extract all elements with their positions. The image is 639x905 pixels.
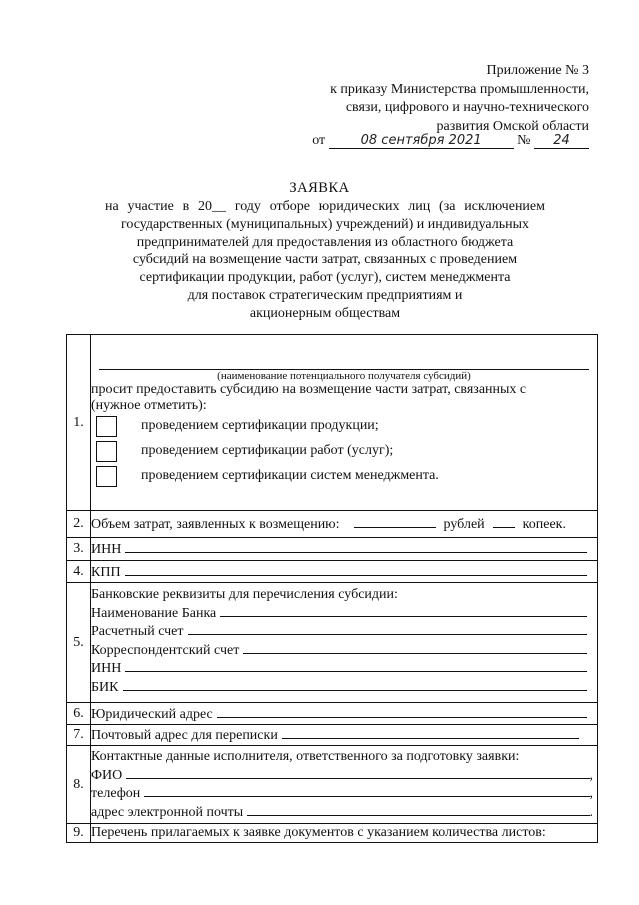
number-label: №: [517, 133, 531, 148]
row-number: 6.: [67, 703, 91, 725]
row-number: 9.: [67, 824, 91, 843]
request-text: просит предоставить субсидию на возмещение части затрат, связанных с: [91, 381, 527, 397]
account-field[interactable]: [188, 622, 587, 635]
order-date-number: [289, 133, 589, 149]
appendix-ministry-line: связи, цифрового и научно-технического: [345, 100, 589, 115]
table-row: [67, 511, 598, 538]
handwritten-number: 24: [534, 133, 589, 149]
legal-address-field[interactable]: [217, 705, 587, 718]
kopecks-field[interactable]: [493, 515, 515, 528]
handwritten-date: 08 сентября 2021: [329, 133, 514, 149]
request-note: (нужное отметить):: [91, 397, 207, 413]
row-number: 8.: [67, 746, 91, 824]
email-label: адрес электронной почты: [91, 804, 244, 820]
option-label: проведением сертификации продукции;: [141, 418, 379, 433]
costs-label: Объем затрат, заявленных к возмещению:: [91, 517, 340, 532]
email-dot: .: [589, 804, 593, 820]
option-label: проведением сертификации систем менеджмента.: [141, 468, 439, 483]
rubles-label: рублей: [443, 517, 485, 532]
corr-account-field[interactable]: [243, 641, 587, 654]
subtitle-line: для поставок стратегическим предприятиям и: [187, 287, 463, 303]
table-row: [67, 561, 598, 583]
email-field[interactable]: [247, 803, 589, 816]
table-row: [67, 335, 598, 511]
bank-name-field[interactable]: [220, 604, 587, 617]
fio-field[interactable]: [126, 766, 589, 779]
subtitle-line: субсидий на возмещение части затрат, связанных с проведением: [132, 252, 518, 268]
row-number: 4.: [67, 561, 91, 583]
account-label: Расчетный счет: [91, 624, 184, 639]
option-row: [96, 464, 597, 489]
bik-field[interactable]: [123, 678, 588, 691]
row-number: 7.: [67, 725, 91, 746]
application-form-table: [66, 334, 598, 843]
phone-label: телефон: [91, 786, 141, 801]
contact-header: Контактные данные исполнителя, ответственного за подготовку заявки:: [91, 749, 520, 764]
inn-field[interactable]: [125, 540, 587, 553]
option-label: проведением сертификации работ (услуг);: [141, 443, 394, 458]
subtitle-line: предпринимателей для предоставления из областного бюджета: [136, 234, 514, 250]
checkbox-works-certification[interactable]: [96, 441, 117, 462]
attachments-label: Перечень прилагаемых к заявке документов с указанием количества листов:: [91, 824, 598, 843]
corr-account-label: Корреспондентский счет: [91, 642, 240, 658]
appendix-header: [289, 62, 589, 136]
bank-inn-label: ИНН: [91, 661, 122, 676]
bik-label: БИК: [91, 679, 119, 695]
row-number: 2.: [67, 511, 91, 538]
kopecks-label: копеек.: [522, 517, 566, 532]
option-row: [96, 439, 597, 464]
subtitle-line: акционерным обществам: [249, 305, 401, 321]
table-row: [67, 538, 598, 561]
fio-label: ФИО: [91, 767, 123, 783]
postal-address-label: Почтовый адрес для переписки: [91, 728, 278, 743]
applicant-name-caption: (наименование потенциального получателя субсидий): [217, 369, 471, 382]
legal-address-label: Юридический адрес: [91, 706, 213, 722]
table-row: [67, 746, 598, 824]
phone-field[interactable]: [144, 784, 589, 797]
bank-inn-field[interactable]: [125, 659, 587, 672]
postal-address-field[interactable]: [282, 726, 579, 739]
checkbox-product-certification[interactable]: [96, 416, 117, 437]
subtitle-line: сертификации продукции, работ (услуг), систем менеджмента: [139, 270, 511, 286]
row-number: 1.: [67, 335, 91, 511]
phone-comma: ,: [589, 786, 593, 801]
subtitle-line: государственных (муниципальных) учреждений) и индивидуальных: [120, 216, 530, 232]
subtitle-line: на участие в 20__ году отборе юридических лиц (за исключением: [105, 199, 545, 214]
row-number: 5.: [67, 583, 91, 703]
kpp-label: КПП: [91, 564, 121, 580]
inn-label: ИНН: [91, 542, 122, 557]
from-label: от: [312, 133, 326, 148]
bank-name-label: Наименование Банка: [91, 605, 217, 621]
document-title: ЗАЯВКА: [289, 180, 350, 196]
checkbox-management-certification[interactable]: [96, 466, 117, 487]
appendix-number: Приложение № 3: [486, 63, 589, 78]
applicant-name-field[interactable]: [99, 355, 589, 370]
table-row: [67, 703, 598, 725]
kpp-field[interactable]: [125, 563, 587, 576]
table-row: [67, 725, 598, 746]
appendix-region-line: развития Омской области: [436, 118, 589, 134]
document-subtitle: [105, 198, 545, 323]
appendix-order-line: к приказу Министерства промышленности,: [330, 81, 589, 97]
table-row: [67, 824, 598, 843]
bank-details-header: Банковские реквизиты для перечисления субсидии:: [91, 587, 398, 602]
table-row: [67, 583, 598, 703]
option-row: [96, 414, 597, 439]
fio-comma: ,: [589, 767, 593, 783]
row-number: 3.: [67, 538, 91, 561]
rubles-field[interactable]: [354, 515, 436, 528]
